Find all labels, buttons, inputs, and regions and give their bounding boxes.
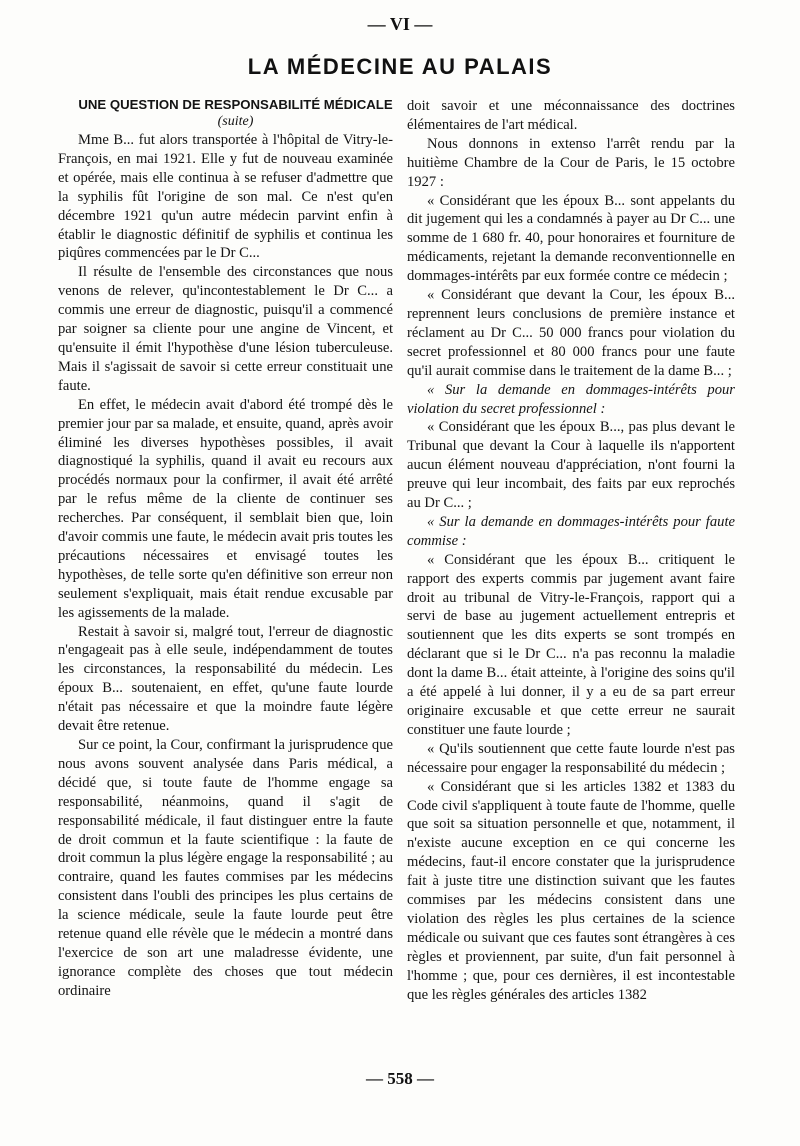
paragraph: « Considérant que si les articles 1382 et 1383 du Code civil s'appliquent à toute faute de l'homme, quelle que soit sa situation personnelle et que, notamment, il n'existe aucune exception en ce qui concerne les médecins, faut-il encore constater que la jurisprudence fait à juste titre une distinction suivant que les fautes commises par les médecins consistent dans une violation des règles les plus certaines de la science médicale ou suivant que ces fautes sont étrangères à ces règles et proviennent, par suite, d'un fait personnel à l'homme ; que, pour ces dernières, il est incontestable que les règles générales des articles 1382 [407, 778, 735, 1003]
paragraph: doit savoir et une méconnaissance des doctrines élémentaires de l'art médical. [407, 98, 735, 133]
paragraph: Nous donnons in extenso l'arrêt rendu par la huitième Chambre de la Cour de Paris, le 15 octobre 1927 : [407, 135, 735, 190]
paragraph: Mme B... fut alors transportée à l'hôpital de Vitry-le-François, en mai 1921. Elle y fut de nouveau examinée et opérée, mais elle continua à se refuser d'admettre que la syphilis fût l'origine de son mal. Ce n'est qu'en décembre 1921 qu'un autre médecin parvint enfin à établir le diagnostic définitif de syphilis et continua les piqûres commencées par le Dr C... [58, 132, 393, 262]
paragraph: « Considérant que les époux B..., pas plus devant le Tribunal que devant la Cour à laquelle ils n'apportent aucun élément nouveau d'appréciation, n'ont fourni la preuve qui leur incombait, des faits par eux reprochés au Dr C... ; [407, 419, 735, 512]
paragraph: Sur ce point, la Cour, confirmant la jurisprudence que nous avons souvent analysée dans Paris médical, a décidé que, si toute faute de l'homme engage sa responsabilité, néanmoins, quand il s'agit de responsabilité médicale, il faut distinguer entre la faute de droit commun et la faute scientifique : la faute de droit commun la plus légère engage la responsabilité ; au contraire, quand les fautes commises par les médecins consistent dans l'oubli des principes les plus certains de la science médicale, seule la faute lourde peut être retenue quand elle révèle que le médecin a montré dans l'exercice de son art une maladresse évidente, une ignorance complète des choses que tout médecin ordinaire [58, 737, 393, 999]
left-column [58, 97, 393, 1001]
paragraph: Il résulte de l'ensemble des circonstances que nous venons de relever, qu'incontestablement le Dr C... a commis une erreur de diagnostic, puisqu'il a commencé par soigner sa cliente pour une angine de Vincent, et qu'ensuite il émit l'hypothèse d'une lésion tuberculeuse. Mais il s'agissait de savoir si cette erreur constituait une faute. [58, 264, 393, 394]
paragraph: « Qu'ils soutiennent que cette faute lourde n'est pas nécessaire pour engager la responsabilité du médecin ; [407, 740, 735, 776]
paragraph: En effet, le médecin avait d'abord été trompé dès le premier jour par sa malade, et ensuite, quand, après avoir éliminé les diverses hypothèses possibles, il avait diagnostiqué la syphilis, quand il avait eu recours aux procédés normaux pour la confirmer, il avait été arrêté par le refus même de la cliente de continuer ses recherches. Par conséquent, il semblait bien que, loin d'avoir commis une faute, le médecin avait pris toutes les précautions nécessaires et envisagé toutes les hypothèses, de telle sorte qu'en définitive son erreur non seulement s'expliquait, mais était rendue excusable par les agissements de la malade. [58, 396, 393, 621]
paragraph: « Considérant que devant la Cour, les époux B... reprennent leurs conclusions de première instance et réclament au Dr C... 50 000 francs pour violation du secret professionnel et 80 000 francs pour une faute qu'il aurait commise dans le traitement de la dame B... ; [407, 287, 735, 379]
paragraph: « Considérant que les époux B... sont appelants du dit jugement qui les a condamnés à payer au Dr C... une somme de 1 680 fr. 40, pour honoraires et fourniture de médicaments, rejetant la demande reconventionnelle en dommages-intérêts par eux formée contre ce médecin ; [407, 192, 735, 285]
section-subtitle: (suite) [217, 114, 254, 129]
subheading-paragraph: « Sur la demande en dommages-intérêts pour violation du secret professionnel : [407, 381, 735, 417]
right-column [407, 97, 735, 1005]
subheading-paragraph: « Sur la demande en dommages-intérêts pour faute commise : [407, 513, 735, 549]
top-folio: — VI — [367, 14, 433, 34]
paragraph: « Considérant que les époux B... critiquent le rapport des experts commis par jugement avant faire droit au tribunal de Vitry-le-François, rapport qui a servi de base au jugement actuellement entrepris et soutiennent que les dits experts se sont trompés en déclarant que si le Dr C... n'a pas reconnu la maladie dont la dame B... était atteinte, à l'origine des soins qu'il a été appelé à lui donner, il y a eu de sa part erreur originaire excusable et que cette erreur ne saurait constituer une faute lourde ; [407, 551, 735, 738]
page-title: LA MÉDECINE AU PALAIS [247, 54, 553, 79]
section-title: UNE QUESTION DE RESPONSABILITÉ MÉDICALE [78, 97, 393, 112]
page-number: — 558 — [366, 1069, 434, 1088]
paragraph: Restait à savoir si, malgré tout, l'erreur de diagnostic n'engageait pas à elle seule, indépendamment de toutes les circonstances, la responsabilité du médecin. Les époux B... soutenaient, en effet, qu'une faute lourde n'était pas nécessaire et que la moindre faute légère devait être retenue. [58, 623, 393, 735]
